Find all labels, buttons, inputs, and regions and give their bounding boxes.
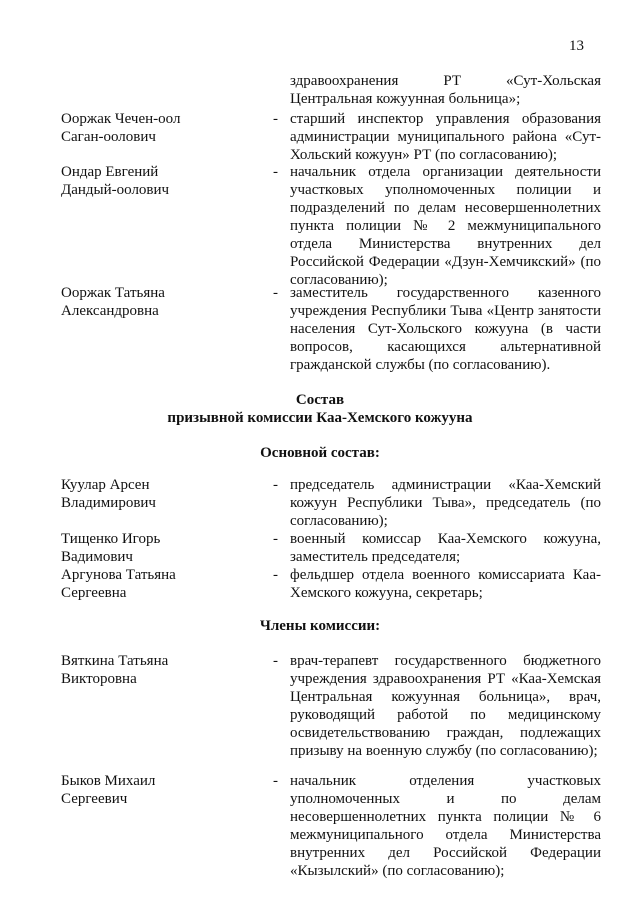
member-name xyxy=(61,110,261,146)
name-line-1: Тищенко Игорь xyxy=(61,531,161,547)
dash-separator: - xyxy=(273,773,278,789)
section-subtitle: призывной комиссии Каа-Хемского кожууна xyxy=(167,410,473,426)
name-line-1: Куулар Арсен xyxy=(61,477,150,493)
name-line-1: Ооржак Чечен-оол xyxy=(61,111,181,127)
member-name xyxy=(61,566,261,602)
role-text: военный комиссар Каа-Хемского кожууна, заместитель председателя; xyxy=(290,531,601,565)
member-name xyxy=(61,652,261,688)
dash-separator: - xyxy=(273,164,278,180)
role-text: председатель администрации «Каа-Хемский кожуун Республики Тыва», председатель (по согласованию); xyxy=(290,477,601,529)
dash-separator: - xyxy=(273,531,278,547)
name-line-2: Дандый-оолович xyxy=(61,182,170,198)
dash-separator: - xyxy=(273,567,278,583)
name-line-2: Владимирович xyxy=(61,495,156,511)
page-number: 13 xyxy=(569,38,584,54)
name-line-2: Сергеевич xyxy=(61,791,128,807)
role-text: здравоохранения РТ «Сут-Хольская Центральная кожуунная больница»; xyxy=(290,73,601,107)
name-line-1: Вяткина Татьяна xyxy=(61,653,169,669)
name-line-2: Саган-оолович xyxy=(61,129,156,145)
name-line-2: Сергеевна xyxy=(61,585,127,601)
main-composition-heading: Основной состав: xyxy=(260,445,380,461)
member-name xyxy=(61,476,261,512)
dash-separator: - xyxy=(273,111,278,127)
name-line-1: Ооржак Татьяна xyxy=(61,285,165,301)
name-line-1: Аргунова Татьяна xyxy=(61,567,176,583)
role-text: начальник отделения участковых уполномоченных и по делам несовершеннолетних пункта полиции № 6 межмуниципального отдела Министерства внутренних дел Российской Федерации «Кызылский» (по согласованию); xyxy=(290,773,601,879)
members-heading: Члены комиссии: xyxy=(259,618,381,634)
member-name xyxy=(61,284,261,320)
role-text: врач-терапевт государственного бюджетного учреждения здравоохранения РТ «Каа-Хемская Центральная кожуунная больница», врач, руководящий работой по медицинскому освидетельствованию граждан, подлежащих призыву на военную службу (по согласованию); xyxy=(290,653,601,759)
role-text: заместитель государственного казенного учреждения Республики Тыва «Центр занятости населения Сут-Хольского кожууна (в части вопросов, касающихся альтернативной гражданской службы (по согласованию). xyxy=(290,285,601,373)
member-name xyxy=(61,530,261,566)
name-line-2: Викторовна xyxy=(61,671,137,687)
member-name xyxy=(61,772,261,808)
dash-separator: - xyxy=(273,653,278,669)
member-name xyxy=(61,163,261,199)
name-line-2: Вадимович xyxy=(61,549,133,565)
name-line-1: Ондар Евгений xyxy=(61,164,159,180)
role-text: фельдшер отдела военного комиссариата Каа-Хемского кожууна, секретарь; xyxy=(290,567,601,601)
dash-separator: - xyxy=(273,285,278,301)
section-title: Состав xyxy=(295,392,345,408)
dash-separator: - xyxy=(273,477,278,493)
name-line-2: Александровна xyxy=(61,303,159,319)
name-line-1: Быков Михаил xyxy=(61,773,156,789)
role-text: начальник отдела организации деятельности участковых уполномоченных полиции и подразделений по делам несовершеннолетних пункта полиции № 2 межмуниципального отдела Министерства внутренних дел Российской Федерации «Дзун-Хемчикский» (по согласованию); xyxy=(290,164,601,288)
role-text: старший инспектор управления образования администрации муниципального района «Сут-Хольский кожуун» РТ (по согласованию); xyxy=(290,111,601,163)
